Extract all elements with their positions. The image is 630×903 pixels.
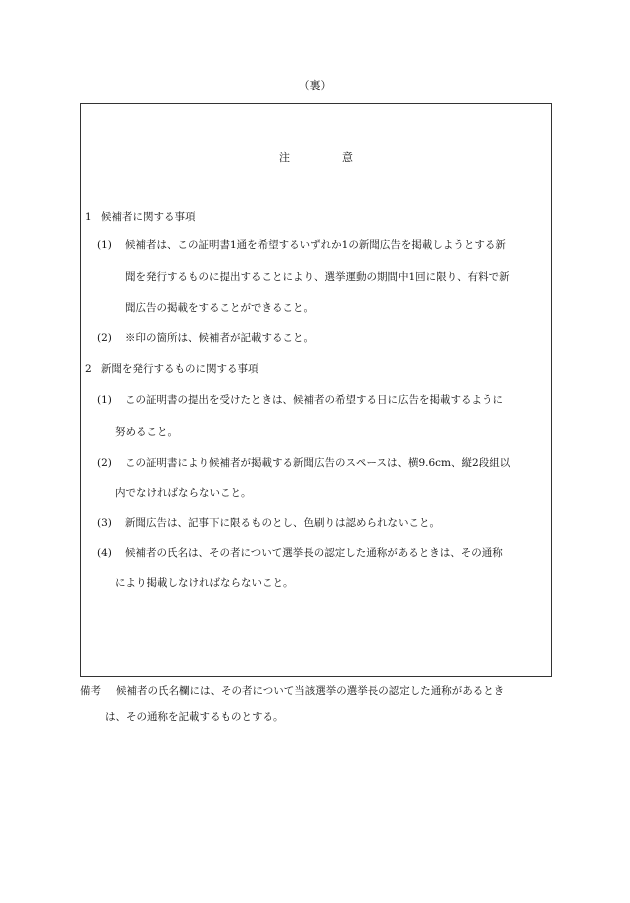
section-1-number: 1	[85, 211, 92, 223]
notice-title-char-2: 意	[342, 151, 353, 164]
remarks-line-1	[80, 686, 504, 697]
section-1-heading-text: 候補者に関する事項	[101, 211, 196, 223]
section-1-item-2-line-1	[97, 333, 314, 344]
remarks-text-1: 候補者の氏名欄には、その者について当該選挙の選挙長の認定した通称があるとき	[116, 685, 505, 697]
section-1-item-1-text-1: 候補者は、この証明書1通を希望するいずれか1の新聞広告を掲載しようとする新	[125, 239, 506, 251]
section-2-item-1-number: (1)	[97, 394, 112, 406]
section-2-item-4-line-1	[97, 548, 503, 559]
notice-title	[81, 152, 551, 163]
notice-title-char-1: 注	[279, 151, 290, 164]
page-side-label: （裏）	[298, 79, 332, 92]
section-2-item-4-text-1: 候補者の氏名は、その者について選挙長の認定した通称があるときは、その通称	[125, 547, 503, 559]
section-2-item-3-text-1: 新聞広告は、記事下に限るものとし、色刷りは認められないこと。	[125, 517, 440, 529]
section-2-item-3-number: (3)	[97, 517, 112, 529]
section-1-item-1-line-3: 聞広告の掲載をすることができること。	[125, 302, 314, 314]
section-2-item-4-number: (4)	[97, 547, 112, 559]
section-2-item-1-line-1	[97, 395, 503, 406]
section-2-item-2-number: (2)	[97, 457, 112, 469]
notice-box	[80, 103, 552, 677]
section-1-item-1-line-2: 聞を発行するものに提出することにより、選挙運動の期間中1回に限り、有料で新	[125, 271, 510, 283]
section-2-number: 2	[85, 363, 92, 375]
section-2-item-3-line-1	[97, 518, 440, 529]
remarks-label: 備考	[80, 685, 101, 697]
section-2-item-1-line-2: 努めること。	[115, 426, 178, 438]
section-1-heading	[85, 212, 196, 223]
section-2-item-2-line-2: 内でなければならないこと。	[115, 487, 252, 499]
section-2-item-1-text-1: この証明書の提出を受けたときは、候補者の希望する日に広告を掲載するように	[125, 394, 503, 406]
remarks-line-2: は、その通称を記載するものとする。	[105, 711, 284, 723]
section-2-item-4-line-2: により掲載しなければならないこと。	[115, 577, 294, 589]
section-1-item-2-text-1: ※印の箇所は、候補者が記載すること。	[125, 332, 314, 344]
section-2-heading-text: 新聞を発行するものに関する事項	[101, 363, 259, 375]
section-2-item-2-line-1	[97, 458, 510, 469]
section-1-item-1-line-1	[97, 240, 506, 251]
section-2-heading	[85, 364, 259, 375]
section-1-item-1-number: (1)	[97, 239, 112, 251]
section-2-item-2-text-1: この証明書により候補者が掲載する新聞広告のスペースは、横9.6cm、縦2段組以	[125, 457, 511, 469]
section-1-item-2-number: (2)	[97, 332, 112, 344]
